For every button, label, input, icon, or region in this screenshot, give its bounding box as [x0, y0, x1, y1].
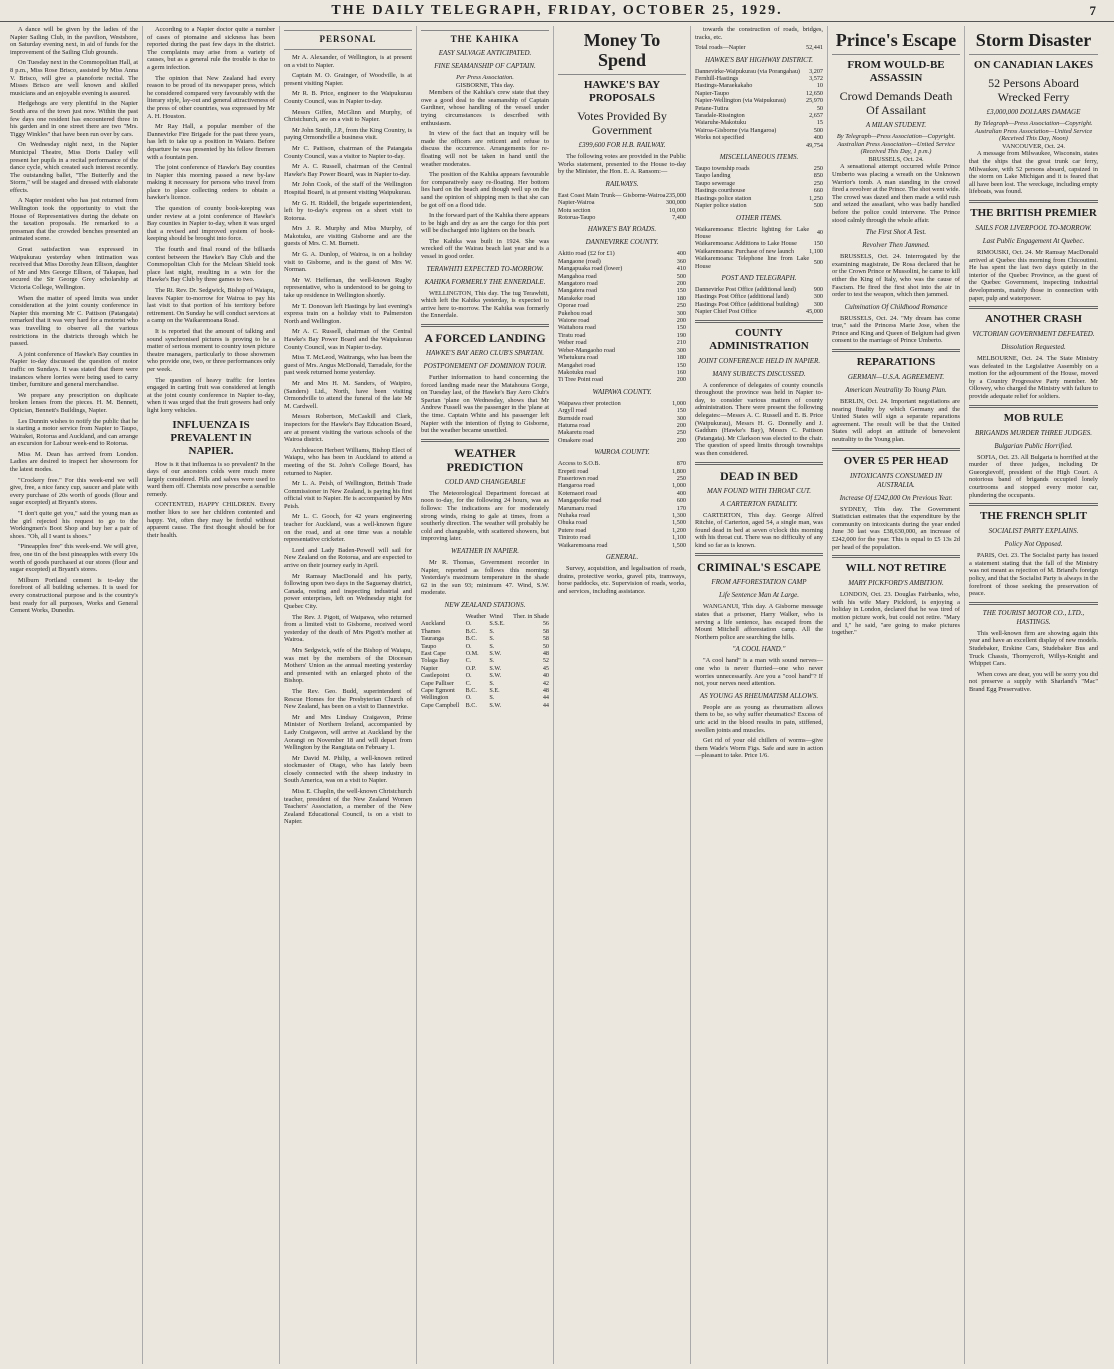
table-row: East Coast Main Trunk— Gisborne-Wairoa 235,000 — [558, 191, 686, 199]
article-paragraph: Hedgehogs are very plentiful in the Napier South area of the town just now. Within the past few days one resident has encountered three in his garden and in one street there are two "Mrs. Tiggy Winkles" that have been run over by cars. — [10, 100, 138, 138]
table-row: Omakere road 200 — [558, 436, 686, 444]
article-paragraph: Mrs J. R. Murphy and Miss Murphy, of Makotuku, are visiting Gisborne and are the guests of Mrs. C. M. Burnett. — [284, 225, 412, 248]
column-8 — [965, 26, 1102, 1364]
table-row: Wellington O. S. 44 — [421, 694, 549, 702]
table-row: Castlepoint O. S.W. 40 — [421, 672, 549, 680]
mob-subhead-2: Bulgarian Public Horrified. — [994, 441, 1073, 450]
article-paragraph: Mr L. A. Peish, of Wellington, British Trade Commissioner in New Zealand, is paying his first official visit to Napier. He is accompanied by Mrs Peish. — [284, 480, 412, 510]
section-subhead: DANNEVIRKE COUNTY. — [585, 238, 659, 247]
article-paragraph: Lord and Lady Baden-Powell will sail for New Zealand on the Rotorua, and are expected to arrive on their journey early in April. — [284, 546, 412, 570]
weather-headline: WEATHER PREDICTION — [446, 445, 524, 474]
article-paragraph: Mr R. Thomas, Government recorder in Napier, reported as follows this morning: Yesterday's maximum temperature in the shade 62 in the sun 93; minimum 47. Wind, S.W. moderate. — [421, 558, 549, 597]
article-paragraph: The opinion that New Zealand had every reason to be proud of its newspaper press, which he considered compared very favourably with the literary style, lay-out and general attractiveness of the press of other countries, was expressed by Mr A. H. Houston. — [147, 74, 275, 120]
premier-headline: THE BRITISH PREMIER — [970, 206, 1097, 219]
mob-headline: MOB RULE — [1003, 411, 1064, 424]
table-row: East Cape O.M. S.W. 48 — [421, 649, 549, 657]
article-paragraph: Milburn Portland cement is to-day the forefront of all building schemes. It is used for every constructional purpose and is the country's best ready for all purposes, Works and General Cement Works, Dunedin. — [10, 576, 138, 615]
article-paragraph: A message from Milwaukee, Wisconsin, states that the ships that the great trunk car ferry, Milwaukee, with 52 persons aboard, capsized in the storm on Lake Michigan and it is feared that all have been lost. The wreckage, including empty lifeboats, was found. — [969, 150, 1098, 196]
motor-headline: THE TOURIST MOTOR CO., LTD., HASTINGS. — [982, 608, 1085, 626]
table-row: Waiaruhe-Makotuku 15 — [695, 119, 823, 127]
table-row: 49,754 — [805, 141, 823, 149]
press-credit: By Telegraph—Press Association—Copyright. Australian Press Association—United Service (Received This Day, Noon) — [974, 120, 1093, 143]
table-row: Kotemaori road 400 — [558, 489, 686, 497]
article-paragraph: SYDNEY, This day. The Government Statistician estimates that the expenditure by the community on intoxicants during the year ended June 30 last was £38,630,000, an increase of £242,000 for the year. This is equal to £5 13s 2d per head of the population. — [832, 505, 960, 551]
article-paragraph: Archdeacon Herbert Williams, Bishop Elect of Waiapu, who has been in Auckland to attend a meeting of the St. John's College Board, has returned to Napier. — [284, 446, 412, 477]
terawhiti-headline: TERAWHITI EXPECTED TO-MORROW. — [426, 264, 544, 273]
stations-table — [421, 613, 549, 709]
table-row: Thames B.C. S. 58 — [421, 627, 549, 635]
article-headline: INFLUENZA IS PREVALENT IN NAPIER. — [170, 418, 252, 457]
napier-weather-head: WEATHER IN NAPIER. — [451, 546, 519, 555]
article-paragraph: On Tuesday next in the Commopolitan Hall, at 8 p.m., Miss Rose Brisco, assisted by Miss Anna V. Brisco, will give a pianoforte recital. The Misses Brisco are well known and skilled musicians and an enjoyable evening is assured. — [10, 59, 138, 97]
section-head: MISCELLANEOUS ITEMS. — [719, 153, 799, 162]
article-paragraph: Survey, acquisition, and legalisation of roads, drains, protective works, gravel pits, tramways, horse paddocks, etc. Supervision of roads, works, and services, including assistance. — [558, 565, 686, 595]
column-1 — [6, 26, 143, 1364]
table-row: Mangapoike road 600 — [558, 497, 686, 505]
article-paragraph: The question of heavy traffic for lorries engaged in carting fruit was considered at length at the joint county conference in Napier to-day, when it was urged that the fruit growers had only light lorry vehicles. — [147, 376, 275, 414]
column-header: Weather — [465, 612, 487, 620]
table-row: Waione road 200 — [558, 317, 686, 325]
article-paragraph: The joint conference of Hawke's Bay counties in Napier this morning passed a new by-law making it necessary for persons who travel from place to place collecting orders to obtain a hawker's licence. — [147, 164, 275, 202]
article-paragraph: WANGANUI, This day. A Gisborne message states that a prisoner, Harry Walker, who is serving a life sentence, has escaped from the Mount Mitchell afforestation camp. All the Northern police are searching the hills. — [695, 603, 823, 641]
article-paragraph: We prepare any prescription on duplicate broken lenses from the pieces. H. M. Bennett, Optician, Bennett's Buildings, Napier. — [10, 391, 138, 414]
section-subhead: WAIROA COUNTY. — [594, 448, 650, 457]
article-paragraph: Mr David M. Philip, a well-known retired stockmaster of Otago, who has lately been closely connected with the sheep industry in South America, was on a visit to Napier. — [284, 754, 412, 785]
article-paragraph: The fourth and final round of the billiards contest between the Hawke's Bay Club and the Commopolitan Club for the Mclean Shield took place last night, resulting in a win for the Hawke's Bay Club by three games to two. — [147, 246, 275, 284]
article-paragraph: towards the construction of roads, bridges, tracks, etc. — [695, 26, 823, 41]
column-3 — [280, 26, 417, 1364]
criminal-subhead: FROM AFFORESTATION CAMP — [711, 578, 807, 587]
forced-landing-subhead: HAWKE'S BAY AERO CLUB'S SPARTAN. — [425, 349, 545, 358]
article-paragraph: The Kahika was built in 1924. She was wrecked off the Wairau beach last year and is a vessel in good order. — [421, 237, 549, 261]
table-row: Works not specified 400 — [695, 134, 823, 142]
article-paragraph: When the matter of speed limits was under consideration at the joint county conference in Napier this morning Mr C. Pattison (Patangata) remarked that it was very hard for a motorist who was travelling to observe all the various restrictions in the districts through which he passed. — [10, 294, 138, 348]
reparations-subhead-2: American Neutrality To Young Plan. — [845, 386, 947, 395]
misc-table — [695, 165, 823, 209]
table-row: Hatuma road 200 — [558, 421, 686, 429]
table-row: Napier Chief Post Office 45,000 — [695, 308, 823, 316]
table-row: Hastings police station 1,250 — [695, 194, 823, 202]
table-row: Taupo O. S. 50 — [421, 642, 549, 650]
county-subhead: JOINT CONFERENCE HELD IN NAPIER. — [697, 356, 821, 365]
table-row: Waikaremoana: Electric lighting for Lake House 40 — [695, 225, 823, 240]
column-header: Wind — [489, 612, 503, 620]
dateline: GISBORNE, This day. — [455, 81, 515, 89]
reparations-subhead: GERMAN—U.S.A. AGREEMENT. — [847, 373, 945, 382]
article-paragraph: According to a Napier doctor quite a number of cases of ptomaine and sickness has been reported during the past few days in the district. The complaints may arise from a variety of causes, but as a general rule the trouble is due to a germ infection. — [147, 26, 275, 71]
criminal-subhead-2: Life Sentence Man At Large. — [719, 591, 799, 600]
section-head: POST AND TELEGRAPH. — [721, 273, 797, 282]
article-paragraph: Mr Ray Hall, a popular member of the Dannevirke Fire Brigade for the past three years, has left to take up a position in Waiaro. Before departure he was presented by his fellow firemen with a fountain pen. — [147, 123, 275, 161]
crash-subhead-2: Dissolution Requested. — [1001, 343, 1066, 352]
article-paragraph: A dance will be given by the ladies of the Napier Sailing Club, in the pavilion, Westshore, on Saturday evening next, in aid of funds for the improvement of the Sailing Club grounds. — [10, 26, 138, 56]
table-row: Taupo township roads 250 — [695, 165, 823, 173]
page-number: 7 — [1089, 2, 1098, 18]
table-row: Cape Egmont B.C. S.E. 48 — [421, 686, 549, 694]
table-row: Whetukura road 180 — [558, 354, 686, 362]
article-paragraph: BERLIN, Oct. 24. Important negotiations are nearing finality by which Germany and the United States will sign a separate reparations agreement. The result will be that the United States will adopt an attitude of benevolent neutrality to the Young plan. — [832, 398, 960, 444]
railways-table — [558, 192, 686, 222]
article-paragraph: Mr G. A. Dunlop, of Wairoa, is on a holiday visit to Gisborne, and is the guest of Mrs W. Norman. — [284, 251, 412, 274]
reparations-headline: REPARATIONS — [856, 356, 936, 369]
french-subhead: SOCIALIST PARTY EXPLAINS. — [988, 527, 1079, 536]
table-row: Burnside road 300 — [558, 414, 686, 422]
press-credit: Per Press Association. — [456, 74, 514, 81]
column-4 — [417, 26, 554, 1364]
post-table — [695, 286, 823, 316]
other-table — [695, 226, 823, 270]
table-row: Putere road 1,200 — [558, 526, 686, 534]
table-row: Auckland O. S.S.E. 56 — [421, 620, 549, 628]
table-row: Cape Palliser C. S. 42 — [421, 679, 549, 687]
shot-headline: The First Shot A Test. — [865, 228, 927, 237]
article-paragraph: BRUSSELS, Oct. 24. Interrogated by the examining magistrate, De Rosa declared that he or the Crown Prince or Mussolini, he came to kill either the King of Italy, who was the cause of Fascism. He fired the first shot into the air in order to test the weapon, which then jammed. — [832, 253, 960, 299]
forced-landing-headline: A FORCED LANDING — [424, 331, 546, 346]
table-row: Dannevirke Post Office (additional land) 900 — [695, 285, 823, 293]
pickford-headline: WILL NOT RETIRE — [845, 562, 947, 575]
table-row: Oporae road 250 — [558, 302, 686, 310]
table-row: Hastings-Maraekakaho 10 — [695, 82, 823, 90]
table-row: Mangatoro road 200 — [558, 280, 686, 288]
shot-subhead: Revolver Then Jammed. — [862, 241, 930, 250]
section-head: GENERAL. — [605, 553, 639, 562]
table-row: Waikaremoana: Telephone line from Lake House 500 — [695, 255, 823, 270]
article-paragraph: The Rev. J. Pigott, of Waipawa, who returned from a limited visit to Gisborne, received word yesterday of the death of Mrs Pigott's mother at Wairoa. — [284, 613, 412, 644]
table-row: Mangahei road 150 — [558, 361, 686, 369]
storm-headline: ON CANADIAN LAKES — [973, 59, 1094, 71]
table-row: Argyll road 150 — [558, 407, 686, 415]
highway-table — [695, 68, 823, 149]
article-paragraph: "A cool hand" is a man with sound nerves—one who is never flurried—one who never worries unnecessarily. Are you a "cool hand"? If not, your nerves need attention. — [695, 657, 823, 688]
table-row: Napier-Wairoa 300,000 — [558, 199, 686, 207]
crash-subhead: VICTORIAN GOVERNMENT DEFEATED. — [972, 330, 1095, 339]
article-paragraph: Messrs Robertson, McCaskill and Clark, inspectors for the Hawke's Bay Education Board, are at present visiting the various schools of the Wairoa district. — [284, 413, 412, 444]
section-head: RAILWAYS. — [605, 179, 639, 188]
forced-landing-subhead-2: POSTPONEMENT OF DOMINION TOUR. — [423, 362, 547, 371]
article-paragraph: LONDON, Oct. 23. Douglas Fairbanks, who, with his wife Mary Pickford, is enjoying a holiday in London, declared that he was tired of motion picture work, but could not retire. "Mary and I," he said, "are going to make pictures together." — [832, 591, 960, 637]
table-row: Napier-Taupo 12,650 — [695, 89, 823, 97]
table-row: Marakeke road 180 — [558, 294, 686, 302]
article-paragraph: Mr R. B. Price, engineer to the Waipukurau County Council, was in Napier to-day. — [284, 90, 412, 105]
table-row: Napier O.P. S.W. 45 — [421, 664, 549, 672]
article-paragraph: Miss E. Chaplin, the well-known Christchurch teacher, president of the New Zealand Women Teachers' Association, a member of the New Zealand Educational Council, is on a visit to Napier. — [284, 788, 412, 826]
table-row: Fernhill-Hastings 3,572 — [695, 75, 823, 82]
table-row: Napier-Wellington (via Waipukurau) 25,970 — [695, 97, 823, 105]
column-6 — [691, 26, 828, 1364]
table-row: Tiniroto road 1,100 — [558, 534, 686, 542]
article-paragraph: The Rev. Geo. Budd, superintendent of Rescue Homes for the Presbyterian Church of New Zealand, has been on a visit to Dannevirke. — [284, 687, 412, 711]
article-paragraph: In the forward part of the Kahika there appears to be high and dry as are the cargo for this port will be discharged into lighters on the beach. — [421, 212, 549, 235]
section-subhead: WAIPAWA COUNTY. — [592, 387, 652, 396]
article-paragraph: A conference of delegates of county councils throughout the province was held in Napier to-day, to consider various matters of county administration. There were present the following delegates:—Messrs A. C. Russell and E. B. Price (Waipukurau), Messrs H. G. Donnelly and J. Gaddum (Hawke's Bay), Messrs C. Pattison (Patangata). Mr Clarkson was elected to the chair. The question of speed limits through townships was then considered. — [695, 381, 823, 457]
table-row: Rotorua-Taupo 7,400 — [558, 214, 686, 221]
personal-headline: PERSONAL — [284, 30, 412, 45]
county-headline: COUNTY ADMINISTRATION — [709, 326, 809, 352]
article-paragraph: SOFIA, Oct. 23. All Bulgaria is horrified at the murder of three judges, including Dr Gueorgievoff, president of the High Court. A notorious band of brigands occupied lonely courtrooms and stopped every motor car, plundering the occupants. — [969, 453, 1098, 499]
column-7 — [828, 26, 965, 1364]
storm-subhead: 52 Persons Aboard Wrecked Ferry — [988, 76, 1079, 104]
article-paragraph: The following votes are provided in the Public Works statement, presented to the House to-day by the Minister, the Hon. E. A. Ransom:— — [558, 153, 686, 176]
dead-subhead: MAN FOUND WITH THROAT CUT. — [707, 486, 811, 495]
county-subhead-2: MANY SUBJECTS DISCUSSED. — [712, 369, 806, 378]
table-row: Pukehou road 300 — [558, 309, 686, 317]
article-paragraph: Mr and Mrs H. M. Sanders, of Waipiro, (Sanders) Ltd., North, have been visiting Ormondville to attend the funeral of the late Mr M. Cardwell. — [284, 379, 412, 410]
kahika-subhead-2: FINE SEAMANSHIP OF CAPTAIN. — [434, 62, 536, 70]
article-paragraph: Miss T. McLeod, Waitrangs, who has been the guest of Mrs. Angus McDonald, Tarradale, for the past week returned home yesterday. — [284, 354, 412, 377]
dead-headline: DEAD IN BED — [719, 468, 798, 483]
kahika-subhead: EASY SALVAGE ANTICIPATED. — [438, 49, 532, 57]
article-paragraph: CARTERTON, This day. George Alfred Ritchie, of Carterton, aged 54, a single man, was found dead in bed at seven o'clock this morning with his throat cut. There was no difficulty of any kind so far as is known. — [695, 511, 823, 549]
premier-subhead-2: Last Public Engagement At Quebec. — [982, 236, 1085, 245]
wairoa-table — [558, 460, 686, 549]
mob-subhead: BRIGANDS MURDER THREE JUDGES. — [974, 428, 1093, 437]
table-row: Hangaroa road 1,000 — [558, 482, 686, 490]
stations-head: NEW ZEALAND STATIONS. — [444, 600, 526, 609]
article-paragraph: Mr C. Pattison, chairman of the Patangata County Council, was a visitor to Napier to-day. — [284, 144, 412, 160]
table-row: Wairoa-Gisborne (via Hangaroa) 500 — [695, 126, 823, 134]
table-row: Akitio road (£2 for £1) 400 — [558, 250, 686, 258]
article-paragraph: Mr L. C. Gooch, for 42 years engineering teacher for Auckland, was a well-known figure on the road, and at one time was a notable representative cricketer. — [284, 513, 412, 544]
table-row: Mangahoa road 500 — [558, 272, 686, 280]
article-paragraph: Mr John Smith, J.P., from the King Country, is paying Ormondville a business visit. — [284, 126, 412, 142]
table-row: Total roads—Napier 52,441 — [695, 44, 823, 52]
table-row: Taupo landing 850 — [695, 172, 823, 180]
pickford-subhead: MARY PICKFORD'S AMBITION. — [848, 579, 944, 588]
article-paragraph: Get rid of your old chillers of worms—give them Wade's Worm Figs. Safe and sure in action—pleasant to take. Price 1/6. — [695, 737, 823, 760]
prince-subhead-2: A MILAN STUDENT. — [865, 121, 927, 129]
table-row: Motu section 10,000 — [558, 206, 686, 214]
proposals-subhead-2: £399,600 FOR H.B. RAILWAY. — [578, 141, 666, 149]
table-row: Erepeti road 1,800 — [558, 467, 686, 475]
article-paragraph: Captain M. O. Grainger, of Woodville, is at present visiting Napier. — [284, 72, 412, 87]
intoxicants-subhead-2: Increase Of £242,000 On Previous Year. — [839, 493, 953, 502]
article-paragraph: Mr G. H. Riddell, the brigade superintendent, left by to-day's express on a short visit to Rotorua. — [284, 199, 412, 222]
table-row: Waikaremoana road 1,500 — [558, 541, 686, 549]
article-paragraph: It is reported that the amount of talking and sound synchronised pictures is proving to be a matter of serious moment to country town picture theatre managers, particularly to those showmen who provide one, two, or three performances only per week. — [147, 327, 275, 373]
romance-headline: Culmination Of Childhood Romance — [844, 302, 948, 311]
article-paragraph: WELLINGTON, This day. The tug Terawhiti, which left the Kahika yesterday, is expected to arrive here to-morrow. The Kahika was formerly the Ennerdale. — [421, 289, 549, 320]
article-paragraph: Les Dunnin wishes to notify the public that he is starting a motor service from Napier to Taupo, Wairakei, Rotorua and Auckland, and can arrange an excursion for Labour week-end to Rotorua. — [10, 417, 138, 448]
intoxicants-subhead: INTOXICANTS CONSUMED IN AUSTRALIA. — [849, 471, 943, 489]
premier-subhead: SAILS FOR LIVERPOOL TO-MORROW. — [975, 223, 1092, 232]
article-paragraph: Mrs Sedgwick, wife of the Bishop of Waiapu, was met by the members of the Diocesan Mothers' Union as the annual meeting yesterday and presented with an enlarged photo of the Bishop. — [284, 646, 412, 685]
proposals-headline: HAWKE'S BAY PROPOSALS — [583, 79, 661, 104]
waipawa-table — [558, 400, 686, 444]
article-paragraph: Mr A. C. Russell, chairman of the Central Hawke's Bay Power Board and the Waipukurau County Council, was in Napier to-day. — [284, 328, 412, 351]
crash-headline: ANOTHER CRASH — [985, 313, 1082, 326]
table-row: Frasertown road 250 — [558, 474, 686, 482]
table-row: Makaretu road 250 — [558, 429, 686, 437]
press-credit: By Telegraph—Press Association—Copyright. Australian Press Association—United Service (Received This Day, 1 p.m.) — [836, 133, 956, 156]
article-paragraph: Mr A. C. Russell, chairman of the Central Hawke's Bay Power Board, was in Napier to-day. — [284, 163, 412, 178]
kahika-headline: THE KAHIKA — [421, 30, 549, 45]
money-banner: Money To Spend — [583, 30, 661, 70]
storm-banner: Storm Disaster — [975, 30, 1092, 50]
section-head: OTHER ITEMS. — [736, 213, 782, 222]
table-row: Marumaru road 170 — [558, 504, 686, 512]
table-row: Waitahora road 150 — [558, 324, 686, 332]
column-5 — [554, 26, 691, 1364]
article-paragraph: The Rt. Rev. Dr. Sedgwick, Bishop of Waiapu, leaves Napier to-morrow for Wairoa to pay his last visit to that portion of his territory before retirement. On Sunday he will conduct services at a camp on the Waikaremoana Road. — [147, 287, 275, 325]
columns — [6, 26, 1108, 1364]
table-row: Nuhaka road 1,300 — [558, 512, 686, 519]
table-row: Dannevirke-Waipukurau (via Porangahau) 3,207 — [695, 67, 823, 75]
article-paragraph: MELBOURNE, Oct. 24. The State Ministry was defeated in the Legislative Assembly on a motion for the adjournment of the House, moved by a Country Progressive Party member. Mr Ollowey, who charged the Ministry with failure to provide adequate relief for soldiers. — [969, 355, 1098, 401]
article-paragraph: Mr Ramsay MacDonald and his party, following upon two days in the Saguenay district, Canada, resting and inspecting industrial and power enterprises, left on Wednesday night for Quebec City. — [284, 572, 412, 610]
article-paragraph: Mr W. Heffernan, the well-known Rugby representative, who is understood to be going to take up residence in Wellington shortly. — [284, 276, 412, 300]
article-paragraph: Messrs Giffen, McGlinn and Murphy, of Christchurch, are on a visit to Napier. — [284, 108, 412, 124]
rheumatism-headline: AS YOUNG AS RHEUMATISM ALLOWS. — [699, 691, 819, 700]
table-row: Waikaremoana: Additions to Lake House 150 — [695, 240, 823, 248]
article-paragraph: When cows are dear, you will be sorry you did not preserve a supply with Sharland's "Mac" Brand Egg Preservative. — [969, 670, 1098, 693]
prince-subhead: Crowd Demands Death Of Assailant — [839, 89, 953, 117]
article-paragraph: The position of the Kahika appears favourable for comparatively easy re-floating. Her bottom lies hard on the beach and though well up on the sand the opinion of shipping men is that she can be got off on a flood tide. — [421, 171, 549, 209]
table-row: Ohuka road 1,500 — [558, 519, 686, 527]
prince-banner: Prince's Escape — [835, 30, 957, 50]
table-row: Hastings Post Office (additional building) 300 — [695, 300, 823, 308]
table-row: Tauranga B.C. S. 58 — [421, 635, 549, 643]
dateline: BRUSSELS, Oct. 24. — [868, 155, 924, 163]
article-paragraph: In view of the fact that an inquiry will be made the officers are reticent and refuse to discuss the occurrence. Arrangements for re-floating will not be taken in hand until the weather moderates. — [421, 130, 549, 168]
article-paragraph: Mr John Cook, of the staff of the Wellington Hospital Board, is at present visiting Waipukurau. — [284, 181, 412, 196]
table-row: Weber road 210 — [558, 339, 686, 347]
table-row: Makotuku road 160 — [558, 368, 686, 376]
article-paragraph: The Meteorological Department forecast at noon to-day, for the following 24 hours, was as follows: The indications are for moderately strong winds, rising to gale at times, from a southerly direction. The weather will probably be cold and changeable, with scattered showers, but improving later. — [421, 489, 549, 543]
intoxicants-headline: OVER £5 PER HEAD — [843, 454, 949, 467]
table-row: Cape Campbell B.C. S.W. 44 — [421, 701, 549, 709]
article-paragraph: PARIS, Oct. 23. The Socialist party has issued a statement stating that the fall of the Ministry was not meant as rejection of M. Briand's foreign policy, and that the Socialist Party is always in the forefront of those seeking the preservation of peace. — [969, 552, 1098, 598]
table-row: Weber-Mangaoho road 300 — [558, 346, 686, 354]
article-paragraph: CONTENTED, HAPPY CHILDREN. Every mother likes to see her children contented and happy. Yet, often they may be fretful without apparent cause. The first thought should be for their health. — [147, 501, 275, 539]
table-row: Tolaga Bay C. S. 52 — [421, 657, 549, 665]
table-row: Tiratu road 190 — [558, 331, 686, 339]
article-paragraph: "Pineapples free" this week-end. We will give, free, one tin of the best pineapples with every 10s worth of goods purchased at our stores (flour and sugar excepted) at Bryant's stores. — [10, 543, 138, 574]
table-row: Taupo sewerage 250 — [695, 179, 823, 187]
table-row: Napier police station 500 — [695, 202, 823, 210]
terawhiti-subhead: KAHIKA FORMERLY THE ENNERDALE. — [424, 277, 546, 286]
article-paragraph: Mr and Mrs Lindsay Craigavon, Prime Minister of Northern Ireland, accompanied by Lady Craigavon, will arrive at Auckland by the Aorangi on November 18 and will depart from Wellington by the Rangitata on February 1. — [284, 713, 412, 752]
article-paragraph: A sensational attempt occurred while Prince Umberto was placing a wreath on the Unknown Warrior's tomb. A man standing in the crowd fired a revolver at the Prince. The shot went wide. The crowd was dazed and then made a wild rush and seized the assailant, who was badly handled before the police could intervene. The Prince stood calmly through the whole affair. — [832, 163, 960, 224]
table-row: Mangaone (road) 360 — [558, 257, 686, 265]
article-paragraph: People are as young as rheumatism allows them to be, so why suffer rheumatics? Excess of uric acid in the blood results in pain, stiffened, swollen joints and muscles. — [695, 703, 823, 734]
column-header: Ther. in Shade — [513, 612, 549, 620]
article-paragraph: Mr A. Alexander, of Wellington, is at present on a visit to Napier. — [284, 54, 412, 69]
roads-table — [558, 250, 686, 383]
total-roads — [695, 44, 823, 51]
dead-subhead-2: A CARTERTON FATALITY. — [720, 499, 798, 508]
dateline: VANCOUVER, Oct. 24. — [1002, 142, 1065, 150]
prince-headline: FROM WOULD-BE ASSASSIN — [847, 59, 945, 84]
table-row: Ti Tree Point road 200 — [558, 376, 686, 384]
table-row: Waipawa river protection 1,000 — [558, 399, 686, 407]
article-paragraph: Mr T. Donovan left Hastings by last evening's express train on a holiday visit to Palmerston North and Wellington. — [284, 302, 412, 325]
table-row: Waikaremoana: Purchase of new launch 1,100 — [695, 247, 823, 255]
article-paragraph: Miss M. Dean has arrived from London. Ladies are desired to inspect her showroom for the latest modes. — [10, 450, 138, 474]
masthead-title: THE DAILY TELEGRAPH, FRIDAY, OCTOBER 25, 1929. — [331, 2, 783, 18]
table-row: Access to S.O.B. 870 — [558, 460, 686, 468]
article-paragraph: "Crockery free." For this week-end we will give, free, a nice fancy cup, saucer and plate with every purchase of 20s worth of goods (flour and sugar excepted) at Bryant's stores. — [10, 476, 138, 507]
section-head: HAWKE'S BAY ROADS. — [587, 225, 657, 234]
criminal-headline: CRIMINAL'S ESCAPE — [697, 560, 821, 575]
table-row: Mangapuaka road (lower) 410 — [558, 265, 686, 273]
article-paragraph: A Napier resident who has just returned from Wellington took the opportunity to visit the House of Representatives during the debate on the taxation proposals. He remarked to a pressman that the crowded benches presented an animated scene. — [10, 197, 138, 243]
article-paragraph: Further information to hand concerning the forced landing made near the Matahoura Gorge, on Tuesday last, of the Hawke's Bay Aero Club's Spartan 'plane on Wednesday, shows that Mr Andrew Fussell was the passenger in the 'plane at the time. Captain White and his passenger left Napier with the intention of flying to Gisborne, but the weather became unsettled. — [421, 374, 549, 435]
table-row: Mangatera road 150 — [558, 287, 686, 295]
article-paragraph: This well-known firm are showing again this year and have an excellent display of new models. Studebaker, Erskine Cars, Studebaker Bus and Truck Chassis, Thornycroft, Willys-Knight and Whippet Cars. — [969, 629, 1098, 668]
article-paragraph: BRUSSELS, Oct. 24. "My dream has come true," said the Princess Marie Jose, when the Prince and King and Queen of Belgium had given consent to the marriage of Prince Umberto. — [832, 314, 960, 345]
storm-subhead-2: £3,000,000 DOLLARS DAMAGE — [986, 108, 1081, 116]
article-paragraph: Members of the Kahika's crew state that they owe a good deal to the seamanship of Captain Gardiner, whose handling of the vessel under trying circumstances is described with enthusiasm. — [421, 89, 549, 127]
article-paragraph: The question of county book-keeping was under review at a joint conference of Hawke's Bay counties in Napier to-day, when it was urged that a revised and improved system of book-keeping should be brought into force. — [147, 205, 275, 243]
column-2 — [143, 26, 280, 1364]
french-subhead-2: Policy Not Opposed. — [1004, 540, 1063, 549]
cool-hand-headline: "A COOL HAND." — [732, 645, 786, 654]
table-row: Hastings courthouse 660 — [695, 187, 823, 195]
article-paragraph: How is it that influenza is so prevalent? In the days of our ancestors colds were much more largely considered. Pills and salves were used to ward them off. Chemists now prescribe a sensible remedy. — [147, 460, 275, 498]
french-headline: THE FRENCH SPLIT — [980, 510, 1087, 523]
article-paragraph: A joint conference of Hawke's Bay counties in Napier to-day discussed the question of motor traffic on Sundays. It was stated that there were instances where lorries were being used to carry timber, furniture and general merchandise. — [10, 350, 138, 389]
table-row: Petane-Tutira 50 — [695, 104, 823, 112]
article-paragraph: RIMOUSKI, Oct. 24. Mr Ramsay MacDonald arrived at Quebec this morning from Chicoutimi. He has spent the last two days quietly in the interior of the Quebec Province, as the guest of the Quebec Government, inspecting industrial developments, mainly those in connection with paper, pulp and waterpower. — [969, 248, 1098, 302]
table-row: Hastings Post Office (additional land) 300 — [695, 293, 823, 301]
article-paragraph: On Wednesday night next, in the Napier Municipal Theatre, Miss Doris Dailey will present her pupils in a recital performance of the dance cycle, which created such interest recently. The outstanding ballet, "The Butterfly and the Storm," will be staged and dressed with elaborate effects. — [10, 141, 138, 194]
article-paragraph: Great satisfaction was expressed in Waipukurau yesterday when intimation was received that Miss Dorothy Jean Ellison, daughter of Mr and Mrs George Ellison, of Takapau, had secured the Sir George Grey scholarship at Victoria College, Wellington. — [10, 246, 138, 291]
article-paragraph: "I don't quite get you," said the young man as the girl rejected his request to go to the Workingmen's Boot Shop and buy her a pair of shoes. "Oh, all I want is shoes." — [10, 510, 138, 540]
proposals-subhead: Votes Provided By Government — [577, 109, 667, 137]
section-head: HAWKE'S BAY HIGHWAY DISTRICT. — [705, 55, 813, 64]
table-row: Taradale-Rissington 2,657 — [695, 112, 823, 120]
weather-subhead: COLD AND CHANGEABLE — [444, 477, 526, 486]
masthead — [0, 0, 1114, 22]
